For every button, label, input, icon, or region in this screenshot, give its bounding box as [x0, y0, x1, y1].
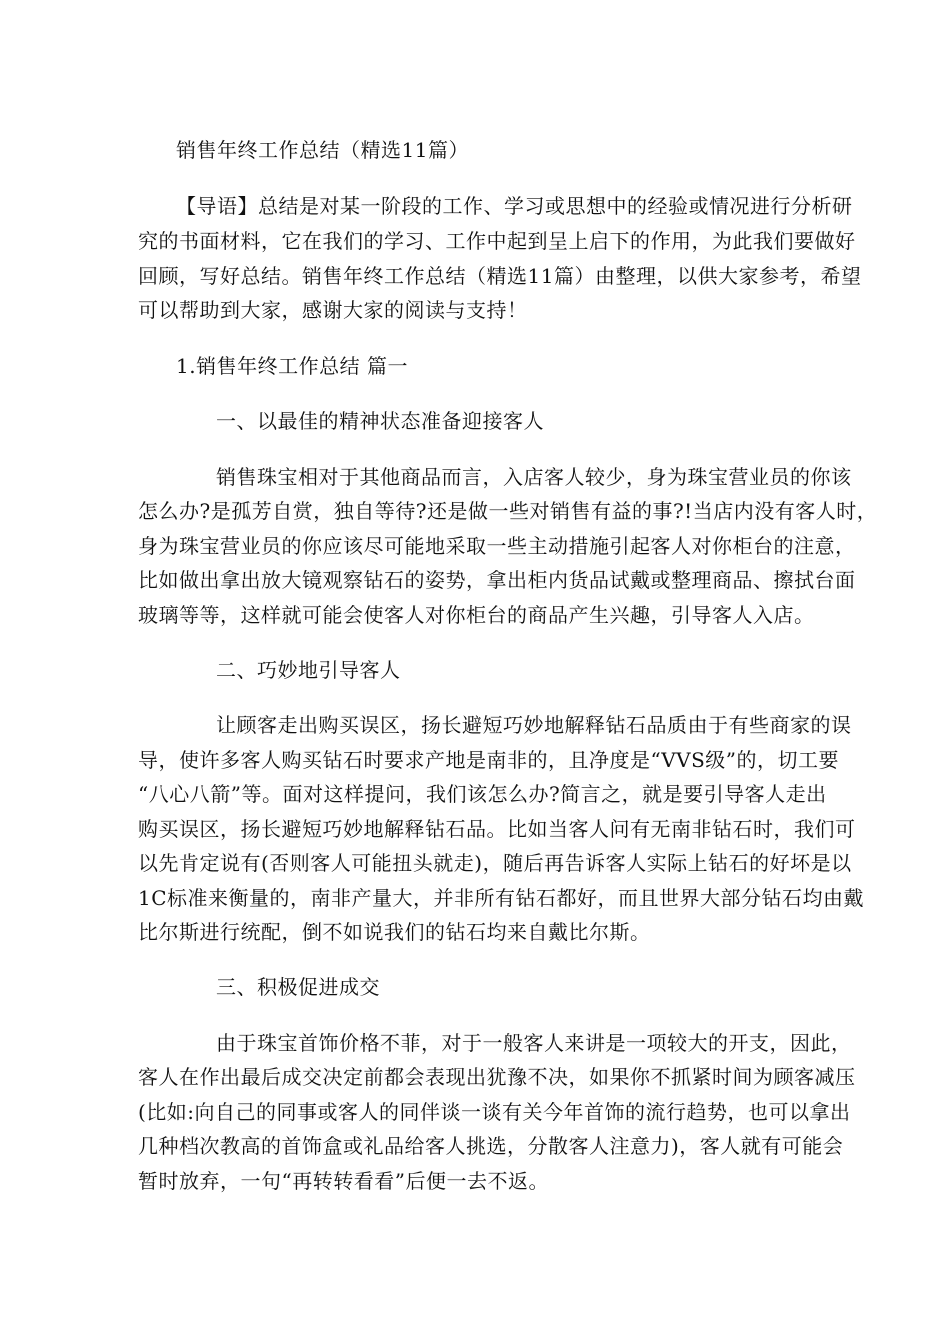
- paragraph-line: (比如:向自己的同事或客人的同伴谈一谈有关今年首饰的流行趋势，也可以拿出: [138, 1100, 851, 1124]
- paragraph-line: 几种档次教高的首饰盒或礼品给客人挑选，分散客人注意力)，客人就有可能会: [138, 1134, 844, 1158]
- paragraph-line: 让顾客走出购买误区，扬长避短巧妙地解释钻石品质由于有些商家的误: [216, 713, 852, 737]
- paragraph-line: 导，使许多客人购买钻石时要求产地是南非的，且净度是“VVS级”的，切工要: [138, 748, 840, 772]
- paragraph-line: 1C标准来衡量的，南非产量大，并非所有钻石都好，而且世界大部分钻石均由戴: [138, 886, 865, 910]
- intro-line: 回顾，写好总结。销售年终工作总结（精选11篇）由整理，以供大家参考，希望: [138, 264, 862, 288]
- paragraph-line: 购买误区，扬长避短巧妙地解释钻石品。比如当客人问有无南非钻石时，我们可: [138, 817, 856, 841]
- paragraph-line: 比尔斯进行统配，倒不如说我们的钻石均来自戴比尔斯。: [138, 920, 651, 944]
- paragraph-line: 身为珠宝营业员的你应该尽可能地采取一些主动措施引起客人对你柜台的注意，: [138, 534, 856, 558]
- intro-line: 究的书面材料，它在我们的学习、工作中起到呈上启下的作用，为此我们要做好: [138, 229, 856, 253]
- paragraph-line: 由于珠宝首饰价格不菲，对于一般客人来讲是一项较大的开支，因此，: [216, 1031, 852, 1055]
- paragraph-line: 以先肯定说有(否则客人可能扭头就走)，随后再告诉客人实际上钻石的好坏是以: [138, 851, 852, 875]
- paragraph-line: 怎么办?是孤芳自赏，独自等待?还是做一些对销售有益的事?!当店内没有客人时，: [138, 499, 878, 523]
- article-heading: 1.销售年终工作总结 篇一: [176, 354, 408, 378]
- intro-line: 可以帮助到大家，感谢大家的阅读与支持！: [138, 298, 528, 322]
- section-heading: 二、巧妙地引导客人: [216, 658, 401, 682]
- paragraph-line: 暂时放弃，一句“再转转看看”后便一去不返。: [138, 1169, 549, 1193]
- paragraph-line: 客人在作出最后成交决定前都会表现出犹豫不决，如果你不抓紧时间为顾客减压: [138, 1065, 856, 1089]
- document-title: 销售年终工作总结（精选11篇）: [176, 138, 469, 162]
- paragraph-line: 比如做出拿出放大镜观察钻石的姿势，拿出柜内货品试戴或整理商品、擦拭台面: [138, 568, 856, 592]
- intro-line: 【导语】总结是对某一阶段的工作、学习或思想中的经验或情况进行分析研: [176, 194, 853, 218]
- paragraph-line: “八心八箭”等。面对这样提问，我们该怎么办?简言之，就是要引导客人走出: [138, 782, 827, 806]
- section-heading: 一、以最佳的精神状态准备迎接客人: [216, 409, 544, 433]
- paragraph-line: 玻璃等等，这样就可能会使客人对你柜台的商品产生兴趣，引导客人入店。: [138, 603, 815, 627]
- paragraph-line: 销售珠宝相对于其他商品而言，入店客人较少，身为珠宝营业员的你该: [216, 465, 852, 489]
- section-heading: 三、积极促进成交: [216, 975, 380, 999]
